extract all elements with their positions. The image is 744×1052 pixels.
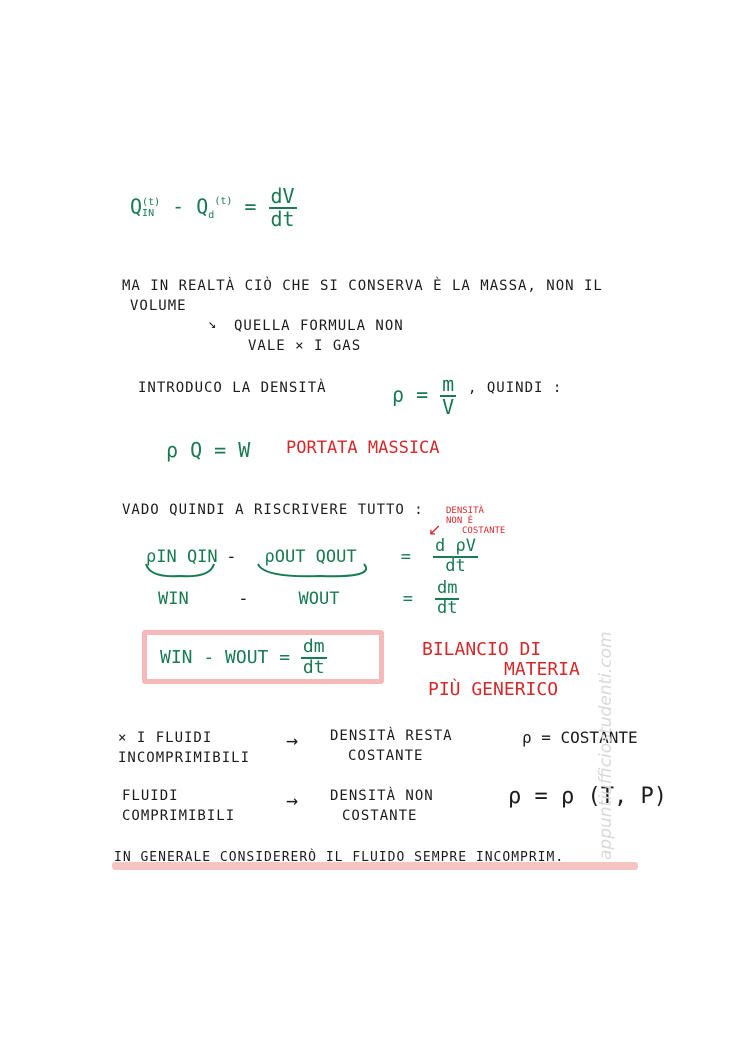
q-out-symbol: - Q (172, 194, 209, 219)
arrow-icon: → (286, 728, 300, 752)
incompressible-line1: × I FLUIDI (118, 730, 213, 746)
general-mass-balance (160, 638, 327, 678)
compressible-label (122, 786, 235, 826)
mass-conservation-text-line2: VOLUME (130, 298, 187, 314)
minus-sign: - (226, 546, 237, 567)
w-in: WIN (158, 588, 189, 609)
d-rho-v-dt-fraction (433, 538, 478, 576)
q-in-sup: (t) (142, 197, 161, 208)
equals-sign: = (244, 194, 257, 219)
result-line2: COSTANTE (348, 748, 424, 764)
fraction-numerator: dV (270, 184, 295, 208)
dm-dt-fraction (435, 580, 459, 618)
q-out-sub: d (208, 209, 215, 221)
mass-flow-label: PORTATA MASSICA (286, 438, 440, 458)
fraction-denominator: dt (437, 597, 458, 618)
note-text-line2: VALE × I GAS (248, 338, 362, 354)
equals-sign: = (402, 588, 413, 609)
incompressible-label (118, 728, 250, 768)
fraction-denominator: dt (302, 656, 325, 678)
rewrite-text: VADO QUINDI A RISCRIVERE TUTTO : (122, 502, 424, 518)
result-line1: DENSITÀ NON (330, 788, 434, 804)
density-note-line2: NON È (446, 516, 474, 526)
rho-in-q-in: ρIN QIN (146, 546, 218, 567)
fraction-denominator: V (442, 395, 455, 419)
mass-conservation-text-line1: MA IN REALTÀ CIÒ CHE SI CONSERVA È LA MASSA, NON IL (122, 278, 603, 294)
density-intro-text: INTRODUCO LA DENSITÀ (138, 380, 327, 396)
label-line1: BILANCIO DI (422, 639, 542, 660)
label-line3: PIÙ GENERICO (428, 679, 559, 700)
balance-row-2 (158, 580, 459, 618)
q-out-sup: (t) (214, 195, 233, 207)
label-line2: MATERIA (504, 659, 580, 680)
minus-sign: - (238, 588, 249, 609)
m-over-v-fraction (440, 374, 456, 418)
compressible-result (330, 786, 434, 826)
density-note (446, 506, 505, 536)
dm-dt-fraction (301, 638, 327, 678)
note-arrow: ↘ (208, 316, 218, 332)
fraction-numerator: m (442, 372, 455, 396)
note-text-line1: QUELLA FORMULA NON (234, 318, 404, 334)
density-note-line3: COSTANTE (462, 526, 506, 536)
quindi-text: , QUINDI : (468, 380, 563, 396)
fraction-denominator: dt (270, 207, 295, 231)
density-formula (392, 374, 456, 418)
q-in-symbol: Q (130, 194, 143, 219)
dv-dt-fraction (269, 186, 297, 230)
fraction-numerator: dm (437, 578, 458, 598)
fraction-denominator: dt (445, 555, 466, 576)
fraction-numerator: dm (302, 636, 325, 657)
compressible-formula: ρ = ρ (T, P) (508, 784, 667, 809)
mass-flow-formula: ρ Q = W (166, 438, 251, 462)
boxed-lhs: WIN - WOUT = (160, 646, 291, 668)
incompressible-result (330, 726, 453, 766)
fraction-numerator: d ρV (435, 536, 476, 556)
q-in-sub: IN (142, 208, 155, 219)
general-balance-label (422, 640, 580, 700)
arrow-icon: → (286, 788, 300, 812)
density-lhs: ρ = (392, 382, 429, 407)
w-out: WOUT (298, 588, 340, 609)
conclusion-text: IN GENERALE CONSIDERERÒ IL FLUIDO SEMPRE INCOMPRIM. (114, 850, 565, 865)
result-line2: COSTANTE (342, 808, 418, 824)
rho-out-q-out: ρOUT QOUT (264, 546, 357, 567)
volume-balance-equation (130, 186, 297, 230)
incompressible-formula: ρ = COSTANTE (522, 728, 638, 747)
density-note-arrow-icon: ↙ (428, 520, 442, 539)
result-line1: DENSITÀ RESTA (330, 728, 453, 744)
watermark: appuntiufficiostudenti.com (596, 631, 616, 860)
compressible-line1: FLUIDI (122, 788, 179, 804)
equals-sign: = (400, 546, 411, 567)
incompressible-line2: INCOMPRIMIBILI (118, 750, 251, 766)
compressible-line2: COMPRIMIBILI (122, 808, 236, 824)
density-note-line1: DENSITÀ (446, 506, 484, 516)
